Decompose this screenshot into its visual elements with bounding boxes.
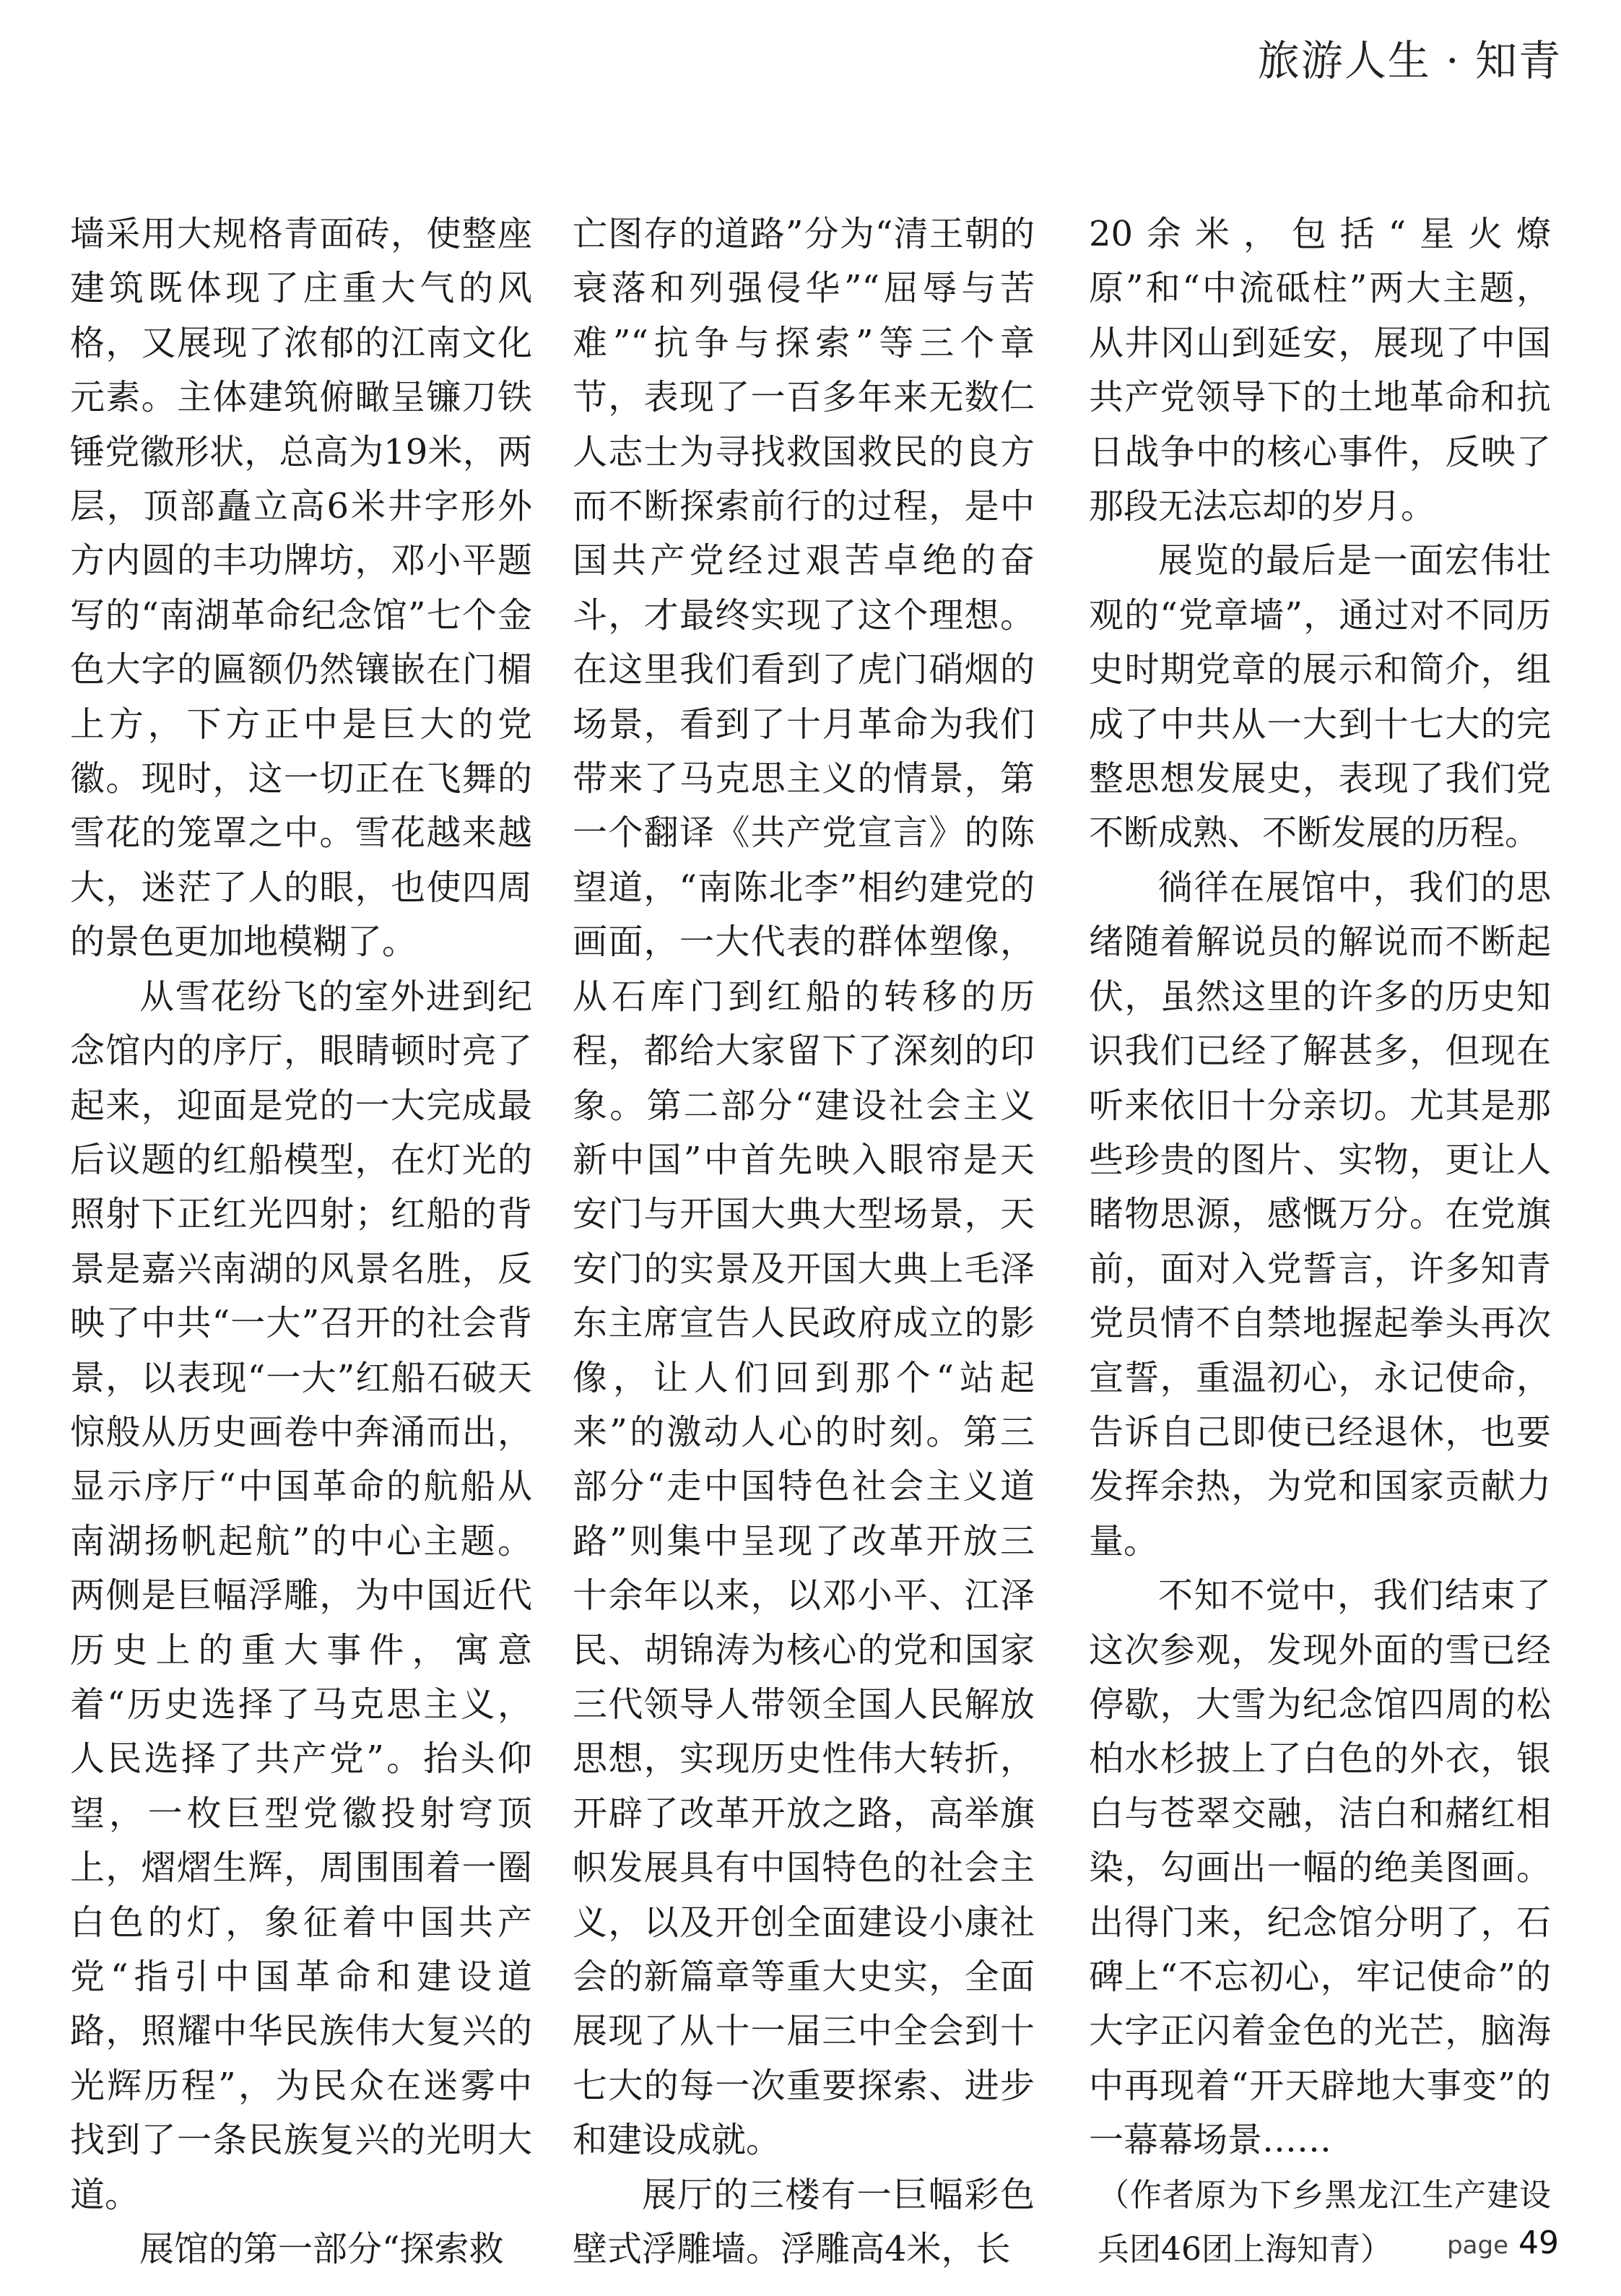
paragraph: 从雪花纷飞的室外进到纪念馆内的序厅，眼睛顿时亮了起来，迎面是党的一大完成最后议题的红船模型，在灯光的照射下正红光四射；红船的背景是嘉兴南湖的风景名胜，反映了中共“一大”召开的社会背景，以表现“一大”红船石破天惊般从历史画卷中奔涌而出，显示序厅“中国革命的航船从南湖扬帆起航”的中心主题。两侧是巨幅浮雕，为中国近代历史上的重大事件，寓意着“历史选择了马克思主义，人民选择了共产党”。抬头仰望，一枚巨型党徽投射穹顶上，熠熠生辉，周围围着一圈白色的灯，象征着中国共产党“指引中国革命和建设道路，照耀中华民族伟大复兴的光辉历程”，为民众在迷雾中找到了一条民族复兴的光明大道。	[70, 976, 532, 2215]
paragraph: 亡图存的道路”分为“清王朝的衰落和列强侵华”“屈辱与苦难”“抗争与探索”等三个章节，表现了一百多年来无数仁人志士为寻找救国救民的良方而不断探索前行的过程，是中国共产党经过艰苦卓绝的奋斗，才最终实现了这个理想。在这里我们看到了虎门硝烟的场景，看到了十月革命为我们带来了马克思主义的情景，第一个翻译《共产党宣言》的陈望道，“南陈北李”相约建党的画面，一大代表的群体塑像，从石库门到红船的转移的历程，都给大家留下了深刻的印象。第二部分“建设社会主义新中国”中首先映入眼帘是天安门与开国大典大型场景，天安门的实景及开国大典上毛泽东主席宣告人民政府成立的影像，让人们回到那个“站起来”的激动人心的时刻。第三部分“走中国特色社会主义道路”则集中呈现了改革开放三十余年以来，以邓小平、江泽民、胡锦涛为核心的党和国家三代领导人带领全国人民解放思想，实现历史性伟大转折，开辟了改革开放之路，高举旗帜发展具有中国特色的社会主义，以及开创全面建设小康社会的新篇章等重大史实，全面展现了从十一届三中全会到十七大的每一次重要探索、进步和建设成就。	[573, 214, 1035, 2161]
page-number: 49	[1518, 2224, 1559, 2261]
paragraph: 徜徉在展馆中，我们的思绪随着解说员的解说而不断起伏，虽然这里的许多的历史知识我们已经了解甚多，但现在听来依旧十分亲切。尤其是那些珍贵的图片、实物，更让人睹物思源，感慨万分。在党旗前，面对入党誓言，许多知青党员情不自禁地握起拳头再次宣誓，重温初心，永记使命，告诉自己即使已经退休，也要发挥余热，为党和国家贡献力量。	[1089, 867, 1551, 1561]
paragraph: 20余米，包括“星火燎原”和“中流砥柱”两大主题，从井冈山到延安，展现了中国共产党领导下的土地革命和抗日战争中的核心事件，反映了那段无法忘却的岁月。	[1089, 214, 1551, 527]
author-note: （作者原为下乡黑龙江生产建设兵团46团上海知青）	[1098, 2176, 1551, 2269]
paragraph: 展馆的第一部分“探索救	[139, 2229, 504, 2270]
article-column-left	[70, 207, 532, 2276]
paragraph: 展厅的三楼有一巨幅彩色壁式浮雕墙。浮雕高4米，长	[573, 2174, 1035, 2270]
paragraph: 墙采用大规格青面砖，使整座建筑既体现了庄重大气的风格，又展现了浓郁的江南文化元素。主体建筑俯瞰呈镰刀铁锤党徽形状，总高为19米，两层，顶部矗立高6米井字形外方内圆的丰功牌坊，邓小平题写的“南湖革命纪念馆”七个金色大字的匾额仍然镶嵌在门楣上方，下方正中是巨大的党徽。现时，这一切正在飞舞的雪花的笼罩之中。雪花越来越大，迷茫了人的眼，也使四周的景色更加地模糊了。	[70, 214, 532, 963]
article-column-middle	[573, 207, 1035, 2276]
page-footer	[1447, 2224, 1559, 2261]
article-column-right	[1089, 207, 1551, 2276]
paragraph: 展览的最后是一面宏伟壮观的“党章墙”，通过对不同历史时期党章的展示和简介，组成了中共从一大到十七大的完整思想发展史，表现了我们党不断成熟、不断发展的历程。	[1089, 540, 1551, 854]
page-label: page	[1447, 2231, 1508, 2260]
paragraph: 不知不觉中，我们结束了这次参观，发现外面的雪已经停歇，大雪为纪念馆四周的松柏水杉披上了白色的外衣，银白与苍翠交融，洁白和赭红相染，勾画出一幅的绝美图画。出得门来，纪念馆分明了，石碑上“不忘初心，牢记使命”的大字正闪着金色的光芒，脑海中再现着“开天辟地大事变”的一幕幕场景……	[1089, 1575, 1551, 2161]
section-header: 旅游人生 · 知青	[1257, 36, 1562, 85]
